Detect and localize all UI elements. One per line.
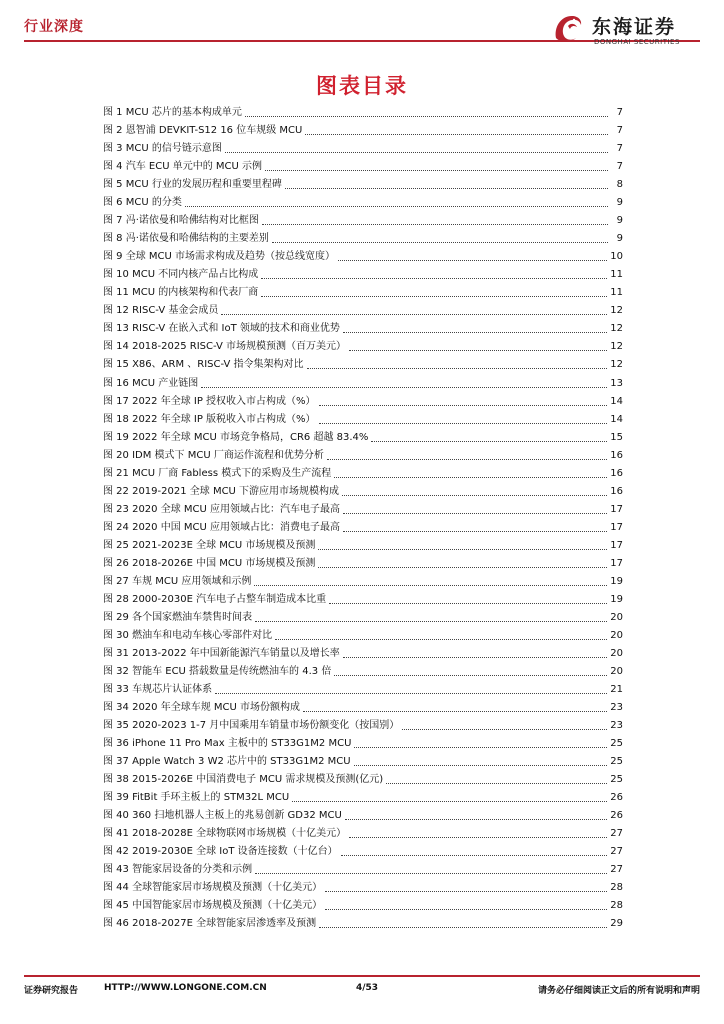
toc-dot-leader xyxy=(254,585,607,586)
toc-entry[interactable] xyxy=(103,733,623,751)
toc-entry-page[interactable]: 10 xyxy=(610,251,623,263)
toc-entry-page[interactable]: 23 xyxy=(610,720,623,732)
toc-entry-label[interactable]: 图 29 各个国家燃油车禁售时间表 xyxy=(103,611,253,623)
toc-entry[interactable] xyxy=(103,463,623,481)
toc-dot-leader xyxy=(343,513,607,514)
footer-page-number: 4/53 xyxy=(356,983,379,993)
toc-entry[interactable] xyxy=(103,427,623,445)
toc-entry-page[interactable]: 27 xyxy=(610,864,623,876)
toc-dot-leader xyxy=(265,170,608,171)
toc-entry-page[interactable]: 26 xyxy=(610,792,623,804)
toc-dot-leader xyxy=(327,459,607,460)
toc-entry[interactable] xyxy=(103,895,623,913)
toc-entry-label[interactable]: 图 18 2022 年全球 IP 版税收入市占构成（%） xyxy=(103,413,316,425)
table-of-figures xyxy=(103,102,623,931)
toc-entry-page[interactable]: 28 xyxy=(610,900,623,912)
toc-dot-leader xyxy=(318,549,607,550)
toc-entry-label[interactable]: 图 2 恩智浦 DEVKIT-S12 16 位车规级 MCU xyxy=(103,125,303,137)
toc-entry-label[interactable]: 图 33 车规芯片认证体系 xyxy=(103,684,213,696)
toc-entry-label[interactable]: 图 37 Apple Watch 3 W2 芯片中的 ST33G1M2 MCU xyxy=(103,756,351,768)
toc-dot-leader xyxy=(319,423,608,424)
toc-entry[interactable] xyxy=(103,300,623,318)
toc-entry-page[interactable]: 7 xyxy=(616,161,623,173)
toc-entry-page[interactable]: 9 xyxy=(616,233,623,245)
toc-entry-label[interactable]: 图 8 冯·诺依曼和哈佛结构的主要差别 xyxy=(103,233,269,245)
toc-entry[interactable] xyxy=(103,210,623,228)
toc-entry-label[interactable]: 图 43 智能家居设备的分类和示例 xyxy=(103,864,253,876)
toc-entry-page[interactable]: 13 xyxy=(610,377,623,389)
page-title: 图表目录 xyxy=(316,74,408,98)
footer-disclaimer: 请务必仔细阅读正文后的所有说明和声明 xyxy=(537,986,700,996)
toc-entry-label[interactable]: 图 30 燃油车和电动车核心零部件对比 xyxy=(103,629,273,641)
toc-entry[interactable] xyxy=(103,697,623,715)
toc-entry-page[interactable]: 16 xyxy=(610,485,623,497)
toc-dot-leader xyxy=(261,278,607,279)
toc-entry-page[interactable]: 19 xyxy=(610,575,623,587)
toc-entry[interactable] xyxy=(103,823,623,841)
toc-entry[interactable] xyxy=(103,535,623,553)
toc-entry-page[interactable]: 12 xyxy=(610,341,623,353)
toc-entry-page[interactable]: 7 xyxy=(616,107,623,119)
toc-entry[interactable] xyxy=(103,120,623,138)
toc-dot-leader xyxy=(307,368,608,369)
toc-entry-label[interactable]: 图 5 MCU 行业的发展历程和重要里程碑 xyxy=(103,179,282,191)
dragon-logo-icon xyxy=(548,8,588,48)
page-header xyxy=(0,0,724,60)
toc-entry-page[interactable]: 7 xyxy=(616,143,623,155)
toc-entry-label[interactable]: 图 19 2022 年全球 MCU 市场竞争格局，CR6 超越 83.4% xyxy=(103,431,369,443)
toc-entry-page[interactable]: 20 xyxy=(610,666,623,677)
toc-entry[interactable] xyxy=(103,228,623,246)
toc-entry[interactable] xyxy=(103,787,623,805)
toc-entry-label[interactable]: 图 28 2000-2030E 汽车电子占整车制造成本比重 xyxy=(103,593,327,605)
toc-dot-leader xyxy=(325,909,607,910)
toc-entry[interactable] xyxy=(103,156,623,174)
toc-entry[interactable] xyxy=(103,553,623,571)
toc-entry-label[interactable]: 图 7 冯·诺依曼和哈佛结构对比框图 xyxy=(103,215,259,227)
toc-entry[interactable] xyxy=(103,571,623,589)
toc-dot-leader xyxy=(341,855,608,856)
toc-entry[interactable] xyxy=(103,643,623,661)
toc-entry-page[interactable]: 14 xyxy=(610,413,623,425)
toc-entry-label[interactable]: 图 21 MCU 厂商 Fabless 模式下的采购及生产流程 xyxy=(103,467,332,479)
toc-entry-page[interactable]: 17 xyxy=(610,557,623,569)
toc-dot-leader xyxy=(334,477,607,478)
toc-entry-page[interactable]: 25 xyxy=(610,774,623,786)
toc-entry[interactable] xyxy=(103,877,623,895)
toc-entry[interactable] xyxy=(103,589,623,607)
toc-entry-page[interactable]: 11 xyxy=(610,269,623,281)
toc-dot-leader xyxy=(334,675,607,676)
toc-dot-leader xyxy=(342,495,607,496)
toc-dot-leader xyxy=(221,314,607,315)
toc-entry-page[interactable]: 16 xyxy=(610,467,623,479)
toc-entry-page[interactable]: 20 xyxy=(610,629,623,641)
toc-entry[interactable] xyxy=(103,661,623,679)
toc-entry-page[interactable]: 7 xyxy=(616,125,623,137)
toc-entry[interactable] xyxy=(103,102,623,120)
toc-dot-leader xyxy=(343,657,607,658)
toc-dot-leader xyxy=(285,188,608,189)
toc-entry[interactable] xyxy=(103,625,623,643)
toc-entry-page[interactable]: 12 xyxy=(610,305,623,317)
toc-entry-label[interactable]: 图 17 2022 年全球 IP 授权收入市占构成（%） xyxy=(103,395,316,407)
toc-entry[interactable] xyxy=(103,138,623,156)
toc-entry-page[interactable]: 20 xyxy=(610,611,623,623)
footer-report-type: 证券研究报告 xyxy=(24,986,79,996)
toc-entry-page[interactable]: 11 xyxy=(610,287,623,299)
toc-entry-label[interactable]: 图 40 360 扫地机器人主板上的兆易创新 GD32 MCU xyxy=(103,810,342,822)
section-label: 行业深度 xyxy=(24,19,84,35)
toc-dot-leader xyxy=(255,621,607,622)
toc-entry-label[interactable]: 图 25 2021-2023E 全球 MCU 市场规模及预测 xyxy=(103,539,316,551)
toc-entry[interactable] xyxy=(103,445,623,463)
toc-entry[interactable] xyxy=(103,409,623,427)
toc-entry[interactable] xyxy=(103,751,623,769)
toc-entry-page[interactable]: 12 xyxy=(610,323,623,335)
toc-entry[interactable] xyxy=(103,192,623,210)
toc-entry-label[interactable]: 图 26 2018-2026E 中国 MCU 市场规模及预测 xyxy=(103,557,316,569)
toc-entry[interactable] xyxy=(103,481,623,499)
toc-entry[interactable] xyxy=(103,354,623,372)
toc-entry-label[interactable]: 图 10 MCU 不同内核产品占比构成 xyxy=(103,269,259,281)
footer-divider xyxy=(24,975,700,977)
toc-entry-page[interactable]: 17 xyxy=(610,521,623,533)
toc-dot-leader xyxy=(338,260,607,261)
toc-dot-leader xyxy=(305,134,608,135)
toc-entry[interactable] xyxy=(103,679,623,697)
logo-chinese-name: 东海证券 xyxy=(592,16,677,38)
toc-entry[interactable] xyxy=(103,841,623,859)
toc-dot-leader xyxy=(349,837,607,838)
toc-entry-page[interactable]: 14 xyxy=(610,395,623,407)
toc-dot-leader xyxy=(329,603,607,604)
toc-entry-label[interactable]: 图 12 RISC-V 基金会成员 xyxy=(103,305,219,317)
toc-entry-label[interactable]: 图 14 2018-2025 RISC-V 市场规模预测（百万美元） xyxy=(103,341,347,353)
toc-entry-label[interactable]: 图 39 FitBit 手环主板上的 STM32L MCU xyxy=(103,792,290,804)
toc-entry-label[interactable]: 图 11 MCU 的内核架构和代表厂商 xyxy=(103,287,259,299)
toc-entry-label[interactable]: 图 34 2020 年全球车规 MCU 市场份额构成 xyxy=(103,702,300,714)
page-footer xyxy=(24,983,700,999)
toc-entry[interactable] xyxy=(103,859,623,877)
toc-entry-label[interactable]: 图 4 汽车 ECU 单元中的 MCU 示例 xyxy=(103,161,262,173)
toc-entry-page[interactable]: 27 xyxy=(610,846,623,858)
toc-entry-label[interactable]: 图 22 2019-2021 全球 MCU 下游应用市场规模构成 xyxy=(103,485,340,497)
toc-dot-leader xyxy=(386,783,607,784)
toc-entry-page[interactable]: 17 xyxy=(610,503,623,515)
toc-entry-label[interactable]: 图 23 2020 全球 MCU 应用领域占比：汽车电子最高 xyxy=(103,503,340,515)
toc-dot-leader xyxy=(343,531,607,532)
toc-entry-label[interactable]: 图 44 全球智能家居市场规模及预测（十亿美元） xyxy=(103,882,323,894)
toc-dot-leader xyxy=(261,296,607,297)
toc-entry-label[interactable]: 图 41 2018-2028E 全球物联网市场规模（十亿美元） xyxy=(103,828,347,840)
toc-entry[interactable] xyxy=(103,607,623,625)
toc-entry-label[interactable]: 图 9 全球 MCU 市场需求构成及趋势（按总线宽度） xyxy=(103,251,336,263)
toc-entry-label[interactable]: 图 15 X86、ARM 、RISC-V 指令集架构对比 xyxy=(103,359,304,371)
toc-entry-label[interactable]: 图 32 智能车 ECU 搭载数量是传统燃油车的 4.3 倍 xyxy=(103,666,332,677)
toc-dot-leader xyxy=(318,567,607,568)
toc-entry-page[interactable]: 25 xyxy=(610,756,623,768)
toc-entry-page[interactable]: 17 xyxy=(610,539,623,551)
toc-entry-page[interactable]: 8 xyxy=(616,179,623,191)
toc-entry-page[interactable]: 26 xyxy=(610,810,623,822)
toc-entry[interactable] xyxy=(103,264,623,282)
toc-dot-leader xyxy=(272,242,608,243)
toc-entry-label[interactable]: 图 13 RISC-V 在嵌入式和 IoT 领域的技术和商业优势 xyxy=(103,323,340,335)
toc-entry-page[interactable]: 28 xyxy=(610,882,623,894)
toc-dot-leader xyxy=(262,224,608,225)
toc-dot-leader xyxy=(349,350,607,351)
company-logo xyxy=(548,8,698,52)
toc-entry-page[interactable]: 27 xyxy=(610,828,623,840)
toc-entry-page[interactable]: 16 xyxy=(610,449,623,461)
footer-website-link[interactable]: HTTP://WWW.LONGONE.COM.CN xyxy=(104,983,267,993)
toc-entry[interactable] xyxy=(103,805,623,823)
toc-dot-leader xyxy=(292,801,607,802)
toc-entry-page[interactable]: 20 xyxy=(610,647,623,659)
toc-dot-leader xyxy=(371,441,607,442)
toc-entry[interactable] xyxy=(103,282,623,300)
toc-entry-label[interactable]: 图 38 2015-2026E 中国消费电子 MCU 需求规模及预测(亿元) xyxy=(103,774,384,786)
toc-entry-page[interactable]: 29 xyxy=(610,918,623,930)
toc-dot-leader xyxy=(185,206,608,207)
toc-entry-label[interactable]: 图 20 IDM 模式下 MCU 厂商运作流程和优势分析 xyxy=(103,449,324,461)
toc-entry[interactable] xyxy=(103,391,623,409)
toc-entry-label[interactable]: 图 36 iPhone 11 Pro Max 主板中的 ST33G1M2 MCU xyxy=(103,738,352,750)
toc-dot-leader xyxy=(225,152,608,153)
toc-dot-leader xyxy=(303,711,607,712)
toc-dot-leader xyxy=(255,873,607,874)
toc-entry[interactable] xyxy=(103,336,623,354)
toc-entry-label[interactable]: 图 42 2019-2030E 全球 IoT 设备连接数（十亿台） xyxy=(103,846,338,858)
toc-entry-label[interactable]: 图 16 MCU 产业链图 xyxy=(103,377,199,389)
toc-entry-page[interactable]: 25 xyxy=(610,738,623,750)
toc-entry[interactable] xyxy=(103,372,623,390)
toc-dot-leader xyxy=(275,639,607,640)
toc-entry-label[interactable]: 图 24 2020 中国 MCU 应用领域占比：消费电子最高 xyxy=(103,521,340,533)
toc-dot-leader xyxy=(354,747,607,748)
toc-entry-page[interactable]: 9 xyxy=(616,197,623,209)
toc-entry-page[interactable]: 12 xyxy=(610,359,623,371)
toc-entry-label[interactable]: 图 46 2018-2027E 全球智能家居渗透率及预测 xyxy=(103,918,317,930)
logo-english-name: DONGHAI SECURITIES xyxy=(594,38,680,46)
toc-entry[interactable] xyxy=(103,715,623,733)
toc-entry-page[interactable]: 9 xyxy=(616,215,623,227)
toc-entry-page[interactable]: 23 xyxy=(610,702,623,714)
toc-entry[interactable] xyxy=(103,174,623,192)
toc-dot-leader xyxy=(215,693,607,694)
toc-entry[interactable] xyxy=(103,246,623,264)
toc-dot-leader xyxy=(325,891,607,892)
toc-entry-page[interactable]: 19 xyxy=(610,593,623,605)
toc-entry[interactable] xyxy=(103,318,623,336)
toc-dot-leader xyxy=(245,116,608,117)
toc-entry-label[interactable]: 图 3 MCU 的信号链示意图 xyxy=(103,143,222,155)
toc-entry[interactable] xyxy=(103,517,623,535)
toc-entry[interactable] xyxy=(103,499,623,517)
toc-dot-leader xyxy=(354,765,608,766)
toc-dot-leader xyxy=(319,927,607,928)
toc-dot-leader xyxy=(201,387,607,388)
toc-entry-label[interactable]: 图 6 MCU 的分类 xyxy=(103,197,182,209)
toc-entry-label[interactable]: 图 31 2013-2022 年中国新能源汽车销量以及增长率 xyxy=(103,647,340,659)
toc-entry-label[interactable]: 图 1 MCU 芯片的基本构成单元 xyxy=(103,107,242,119)
toc-entry-label[interactable]: 图 27 车规 MCU 应用领域和示例 xyxy=(103,575,252,587)
toc-dot-leader xyxy=(343,332,607,333)
toc-entry[interactable] xyxy=(103,913,623,931)
toc-entry-page[interactable]: 21 xyxy=(610,684,623,696)
toc-entry-label[interactable]: 图 45 中国智能家居市场规模及预测（十亿美元） xyxy=(103,900,323,912)
toc-dot-leader xyxy=(345,819,607,820)
toc-dot-leader xyxy=(402,729,607,730)
toc-entry-label[interactable]: 图 35 2020-2023 1-7 月中国乘用车销量市场份额变化（按国别） xyxy=(103,720,400,732)
toc-dot-leader xyxy=(319,405,608,406)
toc-entry[interactable] xyxy=(103,769,623,787)
toc-entry-page[interactable]: 15 xyxy=(610,431,623,443)
